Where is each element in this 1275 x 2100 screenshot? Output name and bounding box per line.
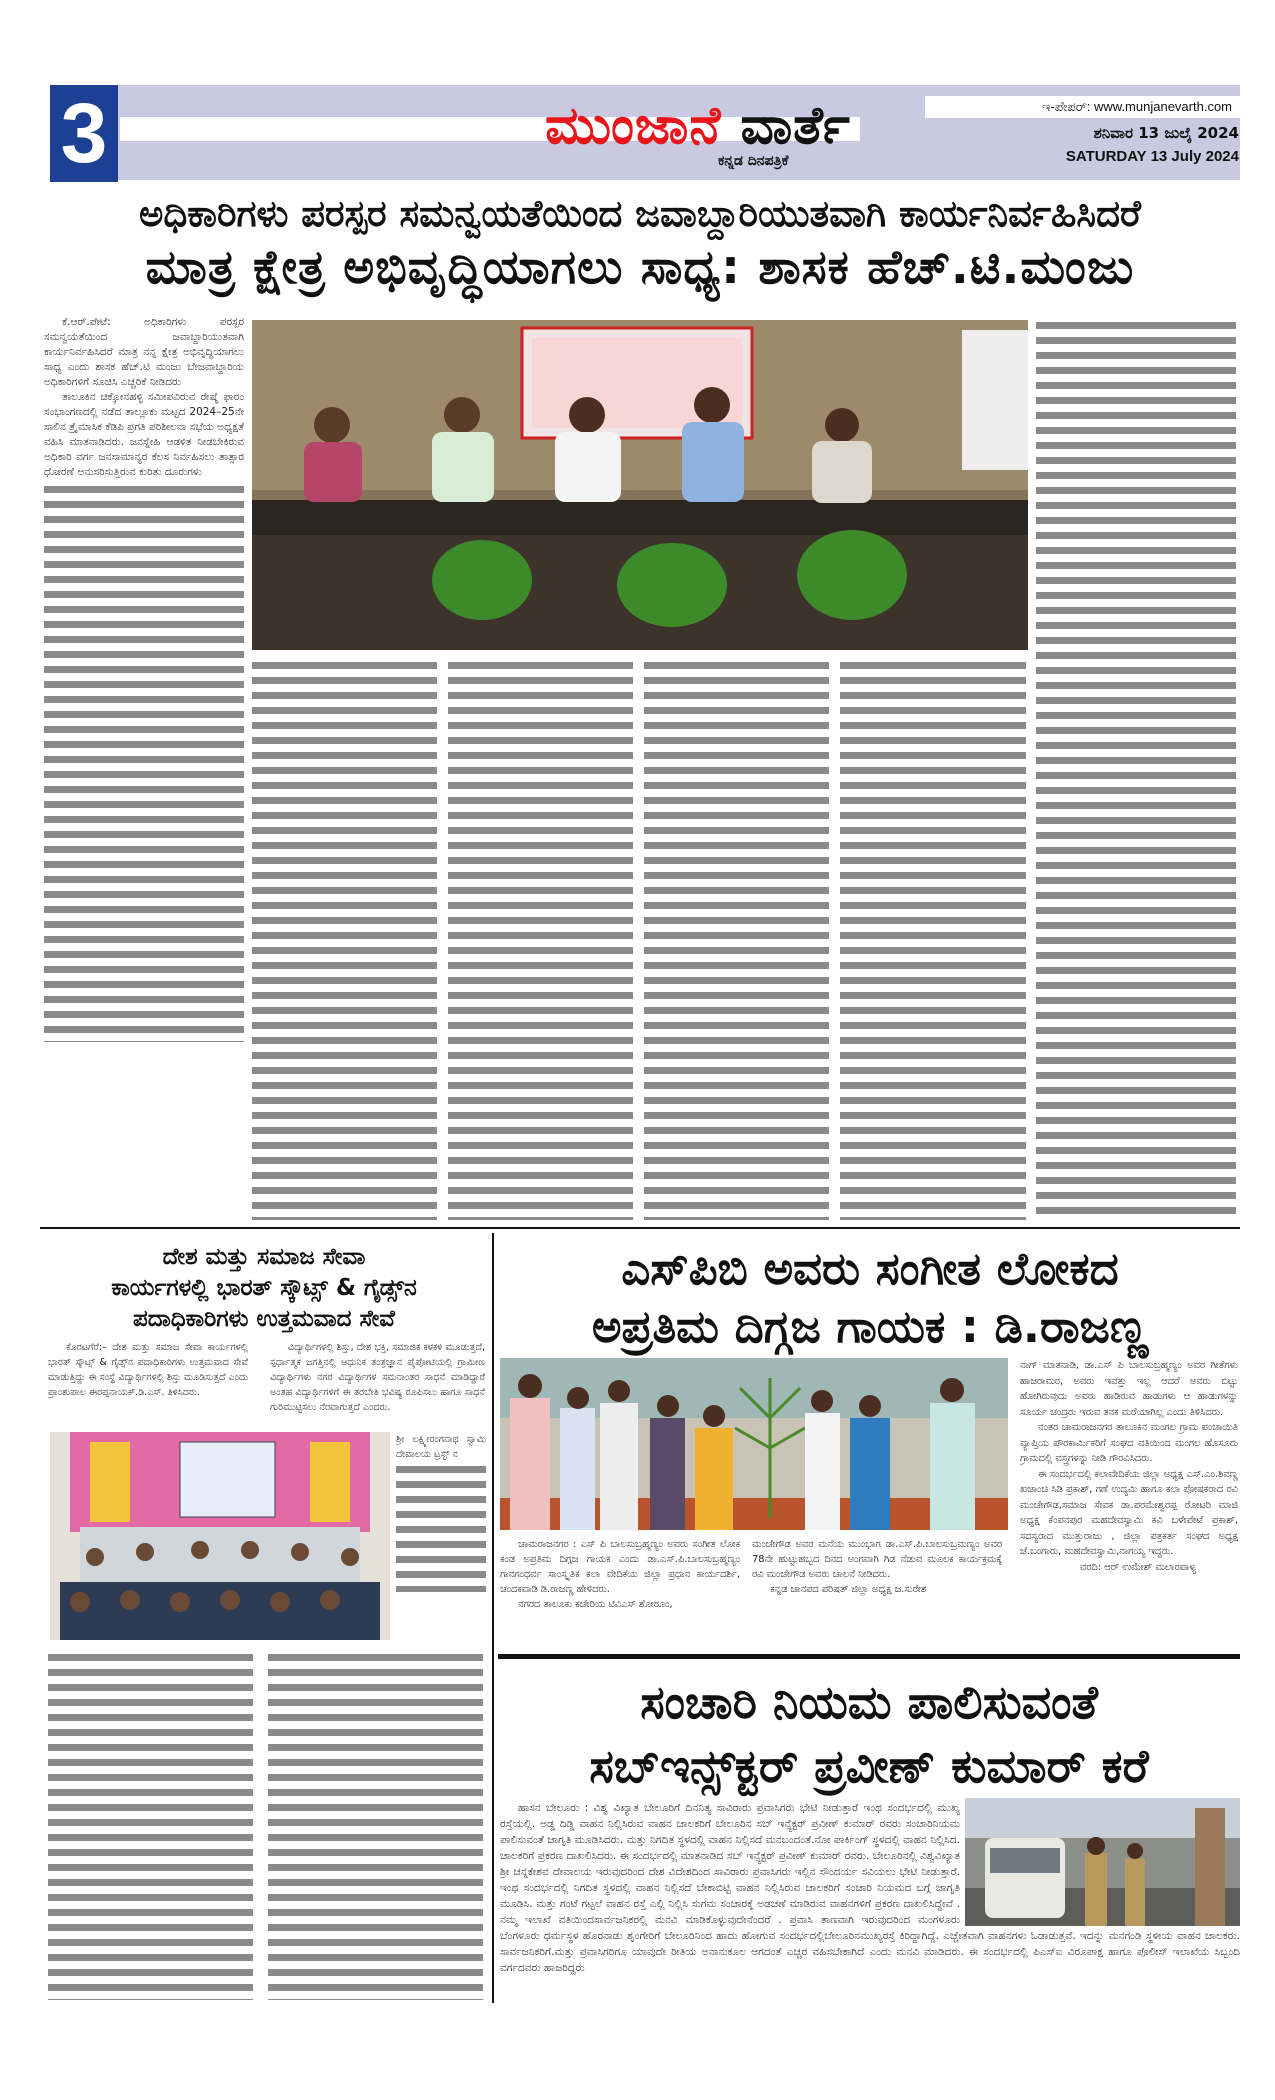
lead-column-2 xyxy=(252,658,437,1220)
lead-headline-line1: ಅಧಿಕಾರಿಗಳು ಪರಸ್ಪರ ಸಮನ್ವಯತೆಯಿಂದ ಜವಾಬ್ದಾರಿಯುತವಾಗಿ ಕಾರ್ಯನಿರ್ವಹಿಸಿದರೆ xyxy=(138,192,1142,235)
tagline: ಕನ್ನಡ ದಿನಪತ್ರಿಕೆ xyxy=(718,153,789,169)
spb-paragraph: ಕನ್ನಡ ಜಾನಪದ ಪರಿಷತ್ ಜಿಲ್ಲಾ ಅಧ್ಯಕ್ಷ ಜ.ಸುರೇಶ xyxy=(770,1584,927,1595)
scouts-paragraph: ಕೊರಟಗೆರೆ:– ದೇಶ ಮತ್ತು ಸಮಾಜ ಸೇವಾ ಕಾರ್ಯಗಳಲ್ಲಿ ಭಾರತ್ ಸ್ಕೌಟ್ಸ್ & ಗೈಡ್ಸ್‌ನ ಪದಾಧಿಕಾರಿಗಳು ಉತ್ತಮವಾದ ಸೇವೆ ಮಾಡುತ್ತಿದ್ದು ಈ ಸಂಸ್ಥೆ ವಿದ್ಯಾರ್ಥಿಗಳಲ್ಲಿ ಶಿಸ್ತು ಮೂಡಿಸುತ್ತದೆ ಎಂದು ಪ್ರಾಂಶುಪಾಲ ಈರಪ್ಪನಾಯಕ್.ಡಿ.ಎಸ್. ತಿಳಿಸಿದರು. xyxy=(48,1342,248,1398)
traffic-paragraph: ಹಾಸನ ಬೇಲೂರು : ವಿಶ್ವ ವಿಖ್ಯಾತ ಬೇಲೂರಿಗೆ ದಿನನಿತ್ಯ ಸಾವಿರಾರು ಪ್ರವಾಸಿಗರು ಭೇಟಿ ನೀಡುತ್ತಾರೆ ಇಂಥ ಸಂದರ್ಭದಲ್ಲಿ ಮುಖ್ಯ ರಸ್ತೆಯಲ್ಲಿ. ಅಡ್ಡ ದಿಡ್ಡಿ ವಾಹನ ನಿಲ್ಲಿಸಿರುವ ವಾಹನ ಚಾಲಕರಿಗೆ ಬೇಲೂರಿನ ಸಬ್ ಇನ್ಸ್ಪೆಕ್ಟರ್ ಪ್ರವೀಣ್ ಕುಮಾರ್ ರವರು ಸಂಚಾರಿನಿಯಮ ಪಾಲಿಸುವಂತೆ ಜಾಗೃತಿ ಮೂಡಿಸಿದರು. ಮತ್ತು ನಿಗದಿತ ಸ್ಥಳದಲ್ಲಿ ವಾಹನ ನಿಲ್ಲಿಸದೆ ಮನಬಂದಂತೆ.ನೋ ಪಾರ್ಕಿಂಗ್ ಸ್ಥಳದಲ್ಲಿ ವಾಹನ ನಿಲ್ಲಿಸಿದ. ಚಾಲಕರಿಗೆ ಪ್ರಕರಣ ದಾಖಲಿಸಿದರು. ಈ ಸಂದರ್ಭದಲ್ಲಿ ಮಾತನಾಡಿದ ಸಬ್ ಇನ್ಸ್ಪೆಕ್ಟರ್ ಪ್ರವೀಣ್ ಕುಮಾರ್ ರವರು. ಬೇಲೂರಿನಲ್ಲಿ ವಿಶ್ವವಿಖ್ಯಾತ ಶ್ರೀ ಚನ್ನಕೇಶವ ದೇವಾಲಯ ಇರುವುದರಿಂದ ದೇಶ ವಿದೇಶದಿಂದ ಸಾವಿರಾರು ಪ್ರವಾಸಿಗರು ಇಲ್ಲಿನ ಸೌಂದರ್ಯ ಸವಿಯಲು ಭೇಟಿ ನೀಡುತ್ತಾರೆ. ಇಂಥ ಸಂದರ್ಭದಲ್ಲಿ ನಿಗದಿತ ಸ್ಥಳದಲ್ಲಿ ವಾಹನ ನಿಲ್ಲಿಸದೆ ಬೇಕಾಬಿಟ್ಟಿ ವಾಹನ ನಿಲ್ಲಿಸಿರುವ ಚಾಲಕರಿಗೆ ಸಂಚಾರಿ ನಿಯಮದ ಬಗ್ಗೆ ಜಾಗೃತಿ ಮೂಡಿಸಿ. ಮತ್ತು ಗಂಟೆ ಗಟ್ಟಲೆ ವಾಹನ ರಸ್ತೆ ಎಲ್ಲಿ ನಿಲ್ಲಿಸಿ ಸುಗಮ ಸಂಚಾರಕ್ಕೆ ಅಡಚಣೆ ಮಾಡಿರುವ ವಾಹನಗಳಿಗೆ ಪ್ರಕರಣ ದಾಖಲಿಸಿದ್ದೇವೆ . ನಮ್ಮ ಇಲಾಖೆ ವತಿಯಿಂದಸಾರ್ವಜನಿಕರಲ್ಲಿ ಮನವಿ ಮಾಡಿಕೊಳ್ಳುವುದೇನೆಂದರೆ . ಪ್ರವಾಸಿ ತಾಣವಾಗಿ ಇರುವುದರಿಂದ ಮಂಗಳೂರು ಬೆಂಗಳೂರು ಧರ್ಮಸ್ಥಳ ಹೊರನಾಡು ಶೃಂಗೇರಿಗೆ ಬೇಲೂರಿನಿಂದ ಹಾದು ಹೋಗುವ ಸಂದರ್ಭದಲ್ಲಿಬೇಲೂರಿನಮುಖ್ಯರಸ್ತೆ ಕಿರಿದ್ದಾಗಿದ್ದೆ. ಎಚ್ಚೇತವಾಗಿ ವಾಹನಗಳು ಓಡಾಡುತ್ತವೆ. ಇದನ್ನು ಮನಗಂಡಿ ಸ್ಥಳೀಯ ವಾಹನ ಚಾಲಕರು. ಸಾರ್ವಜನಿಕರಿಗೆ.ಮತ್ತು ಪ್ರವಾಸಿಗರಿಗೂ ಯಾವುದೇ ರೀತಿಯ ಅನಾನುಕೂಲ ಆಗದಂತೆ ಎಚ್ಚರ ವಹಿಸಬೇಕಾಗಿದೆ ಎಂದು ಮನವಿ ಮಾಡಿದರು. ಈ ಸಂದರ್ಭದಲ್ಲಿ ಪಿಎಸ್ಐ ವಿರೂಪಾಕ್ಷ ಹಾಗೂ ಪೊಲೀಸ್ ಇಲಾಖೆಯ ಸಿಬ್ಬಂದಿ ವರ್ಗದವರು ಹಾಜರಿದ್ದರು xyxy=(500,1802,1240,1974)
lead-column-1 xyxy=(44,315,244,1220)
logo-part1: ಮುಂಜಾನೆ xyxy=(545,96,722,156)
column-divider xyxy=(492,1233,494,2003)
spb-headline-line2: ಅಪ್ರತಿಮ ದಿಗ್ಗಜ ಗಾಯಕ : ಡಿ.ರಾಜಣ್ಣ xyxy=(591,1300,1149,1353)
spb-photo xyxy=(500,1358,1008,1530)
section-divider-thick xyxy=(498,1654,1240,1659)
traffic-body xyxy=(500,1800,1240,2005)
spb-column-2 xyxy=(752,1537,1002,1609)
website[interactable]: www.munjanevarth.com xyxy=(1094,99,1232,114)
scouts-headline-line3: ಪದಾಧಿಕಾರಿಗಳು ಉತ್ತಮವಾದ ಸೇವೆ xyxy=(133,1306,395,1332)
scouts-headline-line2: ಕಾರ್ಯಗಳಲ್ಲಿ ಭಾರತ್ ಸ್ಕೌಟ್ಸ್ & ಗೈಡ್ಸ್‌ನ xyxy=(111,1275,417,1301)
lead-paragraph: ತಾಲೂಕಿನ ಚಿಕ್ಕೋನಹಳ್ಳಿ ಸಮೀಪವಿರುವ ರೇಷ್ಮೆ ಫಾರಂ ಸಂಭಾಂಗಣದಲ್ಲಿ ನಡೆದ ತಾಲ್ಲೂಕು ಮಟ್ಟದ 2024–25ನೇ ಸಾಲಿನ ತ್ರೈಮಾಸಿಕ ಕೆಡಿಪಿ ಪ್ರಗತಿ ಪರಿಶೀಲನಾ ಸಭೆಯ ಅಧ್ಯಕ್ಷತೆ ವಹಿಸಿ ಮಾತನಾಡಿದರು. ಜನಸ್ನೇಹಿ ಆಡಳಿತ ನೀಡಬೇಕಿರುವ ಅಧಿಕಾರಿ ವರ್ಗ ಜನಸಾಮಾನ್ಯರ ಕೆಲಸ ನಿರ್ವಹಿಸಲು ತಾತ್ಸಾರ ಧೋರಣೆ ಅನುಸರಿಸುತ್ತಿರುವ ಕುರಿತು ದೂರುಗಳು xyxy=(44,391,244,478)
page-number: 3 xyxy=(50,85,118,182)
lead-column-6 xyxy=(1036,318,1236,1220)
spb-byline: ವರದಿ: ಆರ್ ಉಮೇಶ್ ಮಲಾರಪಾಳ್ಯ xyxy=(1079,1561,1197,1573)
spb-paragraph: ಚಾಮರಾಜನಗರ : ಎಸ್ ಪಿ ಬಾಲಸುಬ್ರಹ್ಮಣ್ಯಂ ಅವರು ಸಂಗೀತ ಲೋಕ ಕಂಡ ಅಪ್ರತಿಮ ದಿಗ್ಗಜ ಗಾಯಕ ಎಂದು ಡಾ.ಎಸ್.ಪಿ.ಬಾಲಸುಬ್ರಹ್ಮಣ್ಯಂ ಗಾನಗಂಧರ್ವ ಸಾಂಸ್ಕೃತಿಕ ಕಲಾ ವೇದಿಕೆಯ ಜಿಲ್ಲಾ ಪ್ರಧಾನ ಕಾರ್ಯದರ್ಶಿ, ಚಂದಕವಾಡಿ ಡಿ.ರಾಜಣ್ಣ ಹೇಳಿದರು. xyxy=(500,1539,740,1595)
spb-paragraph: ನಗರದ ತಾಲೂಕು ಕಚೇರಿಯ ಟಿವಿಎಸ್ ಶೋರೂಂ, xyxy=(518,1599,673,1609)
spb-headline xyxy=(500,1240,1240,1356)
section-divider xyxy=(40,1227,1240,1229)
scouts-column-2 xyxy=(270,1340,485,1432)
scouts-column-3 xyxy=(48,1650,253,2000)
spb-right-column xyxy=(1020,1358,1238,1608)
lead-column-3 xyxy=(448,658,633,1220)
logo-part2: ವಾರ್ತೆ xyxy=(740,96,851,156)
scouts-column-1 xyxy=(48,1340,248,1432)
lead-photo xyxy=(252,320,1028,650)
spb-paragraph: ಮಂಚೇಗೌಡ ಅವರ ಮನೆಯ ಮುಂಭಾಗ ಡಾ.ಎಸ್.ಪಿ.ಬಾಲಸುಬ್ರಮಣ್ಯಂ ಅವರ 78ನೇ ಹುಟ್ಟುಹಬ್ಬದ ದಿನದ ಅಂಗವಾಗಿ ಗಿಡ ನೆಡುವ ಮೂಲಕ ಕಾರ್ಯಕ್ರಮಕ್ಕೆ ರವಿ ಮಂಚೇಗೌಡ ಅವರು ಚಾಲನೆ ನೀಡಿದರು. xyxy=(752,1539,1002,1580)
lead-column-5 xyxy=(840,658,1026,1220)
spb-headline-line1: ಎಸ್‌ಪಿಬಿ ಅವರು ಸಂಗೀತ ಲೋಕದ xyxy=(621,1242,1119,1295)
scouts-column-4 xyxy=(268,1650,483,2000)
date-kannada: ಶನಿವಾರ 13 ಜುಲೈ 2024 xyxy=(1093,124,1239,142)
scouts-side-column xyxy=(396,1432,486,1637)
epaper-label: ಇ-ಪೇಪರ್: xyxy=(1041,99,1091,114)
lead-paragraph: ಕೆ.ಆರ್.ಪೇಟೆ: ಅಧಿಕಾರಿಗಳು ಪರಸ್ಪರ ಸಮನ್ವಯತೆಯಿಂದ ಜವಾಬ್ದಾರಿಯುತವಾಗಿ ಕಾರ್ಯನಿರ್ವಹಿಸಿದರೆ ಮಾತ್ರ ನನ್ನ ಕ್ಷೇತ್ರ ಅಭಿವೃದ್ಧಿಯಾಗಲು ಸಾಧ್ಯ ಎಂದು ಶಾಸಕ ಹೆಚ್.ಟಿ ಮಂಜು ಬೇಜವಾಬ್ದಾರಿಯ ಅಧಿಕಾರಿಗಳಿಗೆ ಸೂಚಿಸಿ ಎಚ್ಚರಿಕೆ ನೀಡಿದರು xyxy=(44,316,244,388)
scouts-headline xyxy=(44,1242,484,1335)
traffic-headline xyxy=(498,1670,1240,1798)
spb-column-1 xyxy=(500,1537,740,1609)
scouts-headline-line1: ದೇಶ ಮತ್ತು ಸಮಾಜ ಸೇವಾ xyxy=(162,1244,366,1270)
traffic-headline-line2: ಸಬ್‌ಇನ್ಸ್‌ಕ್ಟರ್ ಪ್ರವೀಣ್ ಕುಮಾರ್ ಕರೆ xyxy=(589,1739,1149,1793)
column-text-continued xyxy=(44,482,244,1042)
date-english: SATURDAY 13 July 2024 xyxy=(1065,148,1239,165)
photo-spacer xyxy=(960,1800,1240,1928)
spb-paragraph: ಈ ಸಂದರ್ಭದಲ್ಲಿ ಕಲಾವೇದಿಕೆಯ ಜಿಲ್ಲಾ ಅಧ್ಯಕ್ಷ ಎಸ್.ಎಂ.ಶಿವಣ್ಣ ಖಜಾಂಚಿ ಸಿಡಿ ಪ್ರಕಾಶ್, ಗಣೆ ಉದ್ಯಮಿ ಹಾಗೂ ಕಲಾ ಪೋಷಕರಾದ ರವಿ ಮಂಚೇಗೌಡ,ಸಮಾಜ ಸೇವಕ ಡಾ.ಪರಮೇಶ್ವರಪ್ಪ ರೋಟರಿ ಮಾಜಿ ಅಧ್ಯಕ್ಷ ಕೆಂಪನಪುರ ಮಹದೇವಸ್ವಾಮಿ ಕವಿ ಬಳೇಪೇಟೆ ಪ್ರಕಾಶ್, ಸದಸ್ಯರಾದ ಮುತ್ತುರಾಜು , ಜಿಲ್ಲಾ ಪತ್ರಕರ್ತ ಸಂಘದ ಅಧ್ಯಕ್ಷ ಜೆ.ಬಂಗಾರು, ಮಹದೇವಸ್ವಾಮಿ,ನಾಗಯ್ಯ ಇದ್ದರು. xyxy=(1020,1468,1238,1557)
scouts-paragraph: ವಿದ್ಯಾರ್ಥಿಗಳಲ್ಲಿ ಶಿಸ್ತು, ದೇಶ ಭಕ್ತಿ, ಸಮಾಜಿಕ ಕಳಕಳಿ ಮೂಡುತ್ತದೆ, ಸ್ಪರ್ಧಾತ್ಮಕ ಜಗತ್ತಿನಲ್ಲಿ ಆಧುನಿಕ ತಂತ್ರಜ್ಞಾನ ಪೈಪೋಟಿಯಲ್ಲಿ ಗ್ರಾಮೀಣ ವಿದ್ಯಾರ್ಥಿಗಳು ನಗರ ವಿದ್ಯಾರ್ಥಿಗಳ ಸಮನಾಂತರ ಸಾಧನೆ ಮಾಡಿದ್ದಾರೆ ಅಂತಹ ವಿದ್ಯಾರ್ಥಿಗಳಿಗೆ ಈ ತರಬೇತಿ ಭವಿಷ್ಯ ರೂಪಿಸಲು ಹಾಗೂ ಸಾಧನೆ ಗುರಿಮುಟ್ಟಿಸಲು ನೆರವಾಗುತ್ತದೆ ಎಂದರು. xyxy=(270,1342,485,1413)
tree-planting-photo-illustration xyxy=(500,1358,1008,1530)
column-text-continued xyxy=(396,1462,486,1592)
newspaper-logo xyxy=(545,96,851,157)
spb-paragraph: ನಾಗ್ ಮಾತನಾಡಿ, ಡಾ.ಎಸ್ ಪಿ ಬಾಲಸುಬ್ರಹ್ಮಣ್ಯಂ ಅವರ ಗೀತೆಗಳು ಹಾಜರಾಮರ, ಅವರು ಇವತ್ತು ಇಲ್ಲ ಆದರೆ ಅವರು ಬಿಟ್ಟು ಹೋಗಿರುವುದು ಅವರು ಹಾಡಿರುವ ಹಾಡುಗಳು ಆ ಹಾಡುಗಳನ್ನು ಸೂರ್ಯ ಚಂದ್ರರು ಇರುವ ತನಕ ಮರೆಯಾಗಿಲ್ಲ ಎಂದು ತಿಳಿಸಿದರು. xyxy=(1020,1360,1238,1418)
epaper-link[interactable] xyxy=(925,96,1240,118)
traffic-headline-line1: ಸಂಚಾರಿ ನಿಯಮ ಪಾಲಿಸುವಂತೆ xyxy=(640,1675,1098,1729)
group-photo-illustration xyxy=(50,1432,390,1640)
meeting-photo-illustration xyxy=(252,320,1028,650)
spb-paragraph: ನಂತರ ಚಾಮರಾಜನಗರ ತಾಲೂಕಿನ ಮಂಗಲ ಗ್ರಾಮ ಪಂಚಾಯಿತಿ ವ್ಯಾಪ್ತಿಯ ಪೌರಕಾರ್ಮಿಕರಿಗೆ ಸಂಘದ ವತಿಯಿಂದ ಮಂಗಲ ಹೊಸೂರು ಗ್ರಾಮದಲ್ಲಿ ವಸ್ತ್ರಗಳನ್ನು ನೀಡಿ ಗೌರವಿಸಿದರು. xyxy=(1020,1422,1238,1464)
scouts-photo xyxy=(50,1432,390,1640)
scouts-paragraph: ಶ್ರೀ ಲಕ್ಷ್ಮೀರಂಗನಾಥ ಸ್ವಾಮಿ ದೇವಾಲಯ ಟ್ರಸ್ಟ್ ನ xyxy=(396,1434,486,1460)
lead-headline-line2: ಮಾತ್ರ ಕ್ಷೇತ್ರ ಅಭಿವೃದ್ಧಿಯಾಗಲು ಸಾಧ್ಯ: ಶಾಸಕ ಹೆಚ್.ಟಿ.ಮಂಜು xyxy=(145,240,1135,295)
lead-column-4 xyxy=(644,658,829,1220)
